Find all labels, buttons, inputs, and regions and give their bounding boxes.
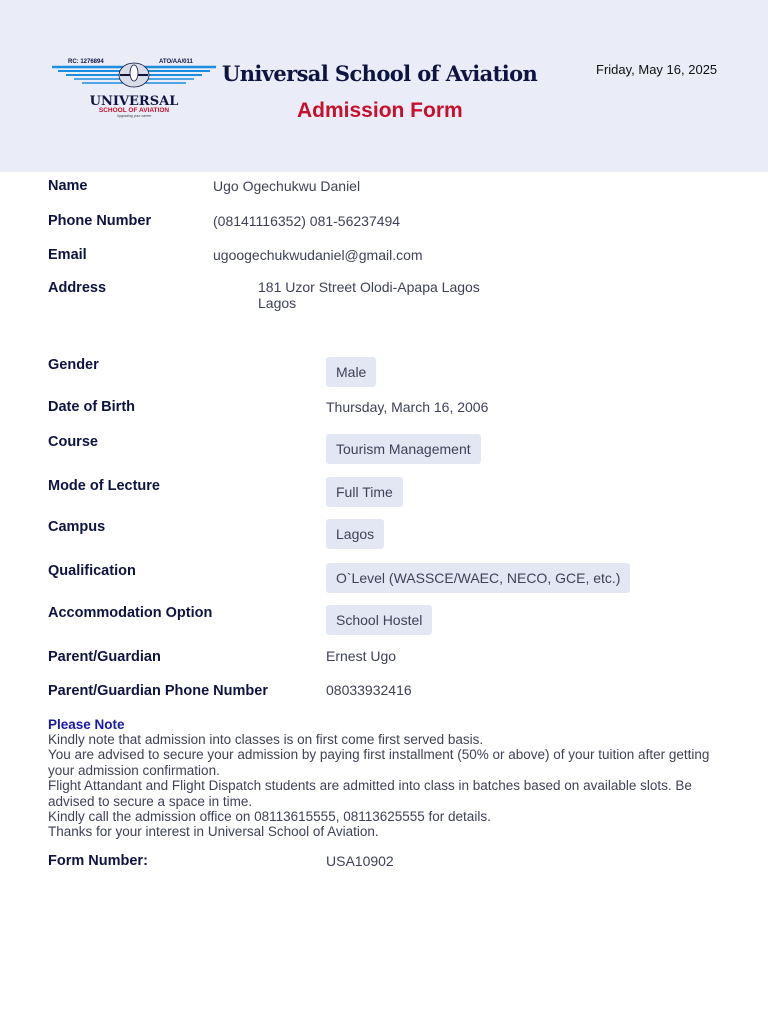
form-number-value: USA10902: [326, 853, 394, 869]
address-line1: 181 Uzor Street Olodi-Apapa Lagos: [258, 279, 480, 295]
note-line: Thanks for your interest in Universal School of Aviation.: [48, 824, 379, 840]
gender-value: Male: [326, 357, 376, 387]
note-body: [48, 732, 728, 840]
logo-name-line2: SCHOOL OF AVIATION: [98, 107, 170, 114]
page-header: [0, 0, 768, 172]
qualification-value: O`Level (WASSCE/WAEC, NECO, GCE, etc.): [326, 563, 630, 593]
note-line: Kindly note that admission into classes is on first come first served basis.: [48, 732, 484, 747]
form-title: Admission Form: [297, 99, 463, 122]
name-label: Name: [48, 178, 88, 194]
mode-label: Mode of Lecture: [48, 478, 160, 494]
campus-value: Lagos: [326, 519, 384, 549]
name-value: Ugo Ogechukwu Daniel: [213, 178, 361, 194]
course-label: Course: [48, 434, 98, 450]
form-date: Friday, May 16, 2025: [596, 62, 718, 77]
email-value: ugoogechukwudaniel@gmail.com: [213, 247, 423, 263]
address-label: Address: [48, 280, 107, 296]
phone-value: (08141116352) 081-56237494: [213, 213, 401, 229]
note-line: You are advised to secure your admission by paying first installment (50% or above) of your tuition after getting your admission confirmation.: [48, 747, 710, 778]
gender-label: Gender: [48, 357, 99, 373]
logo-rc-text: RC: 1276894: [68, 59, 104, 65]
dob-label: Date of Birth: [48, 399, 135, 415]
phone-label: Phone Number: [48, 213, 152, 229]
email-label: Email: [48, 247, 87, 263]
school-name: Universal School of Aviation: [222, 61, 538, 86]
note-line: Flight Attandant and Flight Dispatch students are admitted into class in batches based on available slots. Be advised to secure a space in time.: [48, 778, 692, 809]
logo-ato-text: ATO/AA/011: [159, 59, 193, 65]
qualification-label: Qualification: [48, 563, 136, 579]
guardian-phone-value: 08033932416: [326, 682, 412, 698]
guardian-label: Parent/Guardian: [48, 649, 161, 665]
guardian-value: Ernest Ugo: [326, 648, 397, 664]
logo-name-line1: UNIVERSAL: [89, 94, 179, 109]
accommodation-value: School Hostel: [326, 605, 432, 635]
accommodation-label: Accommodation Option: [48, 605, 213, 621]
address-line2: Lagos: [258, 295, 297, 311]
logo-tagline: Upgrading your career: [116, 114, 152, 118]
school-logo: [50, 56, 218, 120]
dob-value: Thursday, March 16, 2006: [326, 399, 489, 415]
note-title: Please Note: [48, 717, 125, 732]
note-line: Kindly call the admission office on 08113615555, 08113625555 for details.: [48, 809, 491, 825]
address-value: [258, 279, 480, 311]
mode-value: Full Time: [326, 477, 403, 507]
form-number-label: Form Number:: [48, 853, 148, 869]
campus-label: Campus: [48, 519, 106, 535]
guardian-phone-label: Parent/Guardian Phone Number: [48, 683, 268, 699]
course-value: Tourism Management: [326, 434, 481, 464]
